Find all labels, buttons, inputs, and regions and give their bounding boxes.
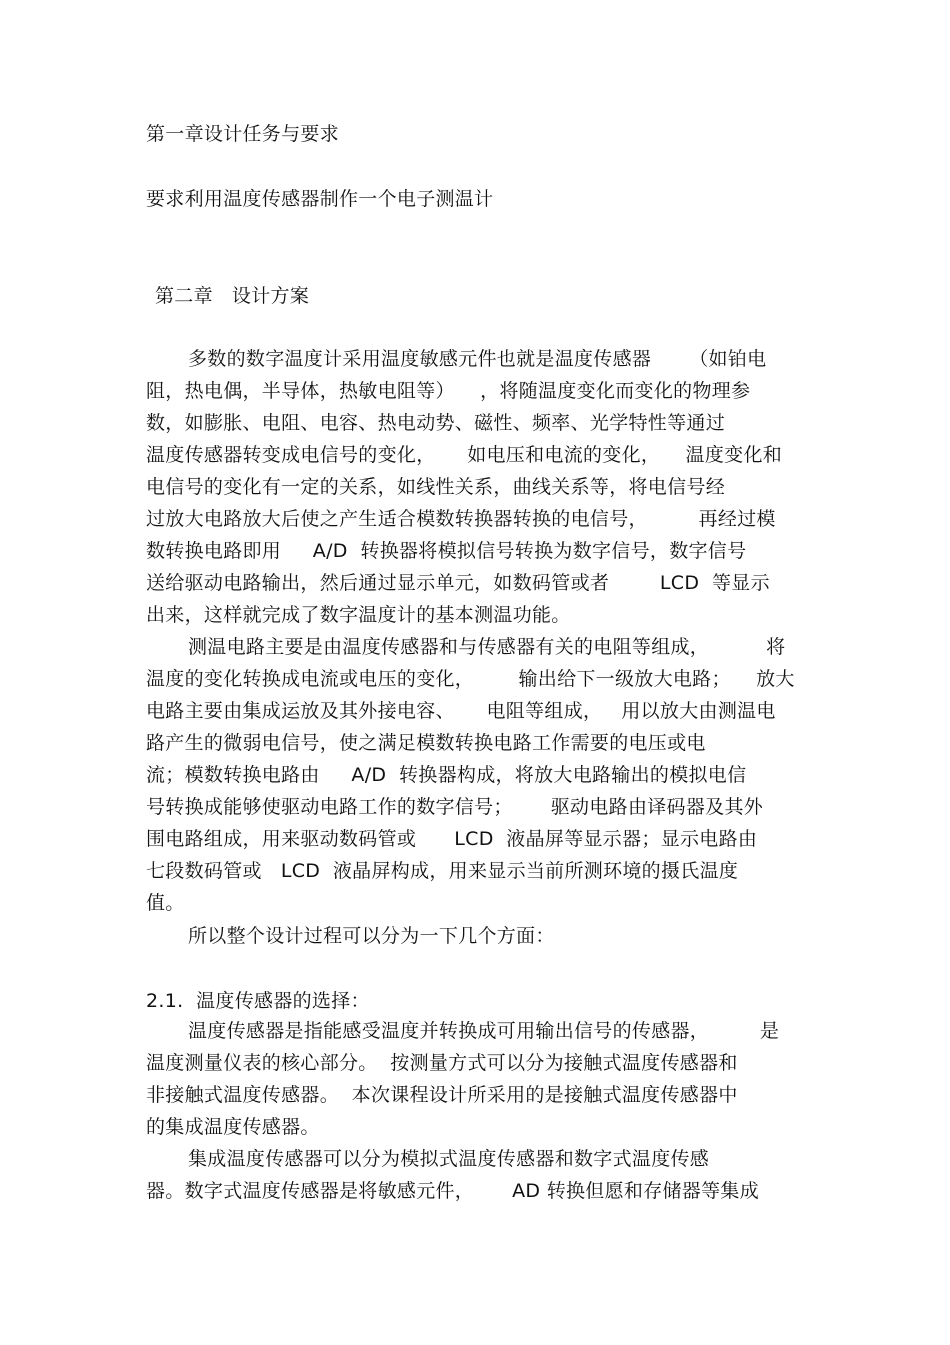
chapter2-heading: 第二章 设计方案 — [155, 285, 310, 307]
p2-line3: 电路主要由集成运放及其外接电容、 电阻等组成， 用以放大由测温电 — [146, 700, 776, 722]
p2-line2: 温度的变化转换成电流或电压的变化， 输出给下一级放大电路； 放大 — [146, 668, 795, 690]
p2-line4: 路产生的微弱电信号，使之满足模数转换电路工作需要的电压或电 — [146, 732, 706, 754]
p1-line7: 数转换电路即用 A/D 转换器将模拟信号转换为数字信号，数字信号 — [146, 540, 747, 562]
p1-line5: 电信号的变化有一定的关系，如线性关系，曲线关系等，将电信号经 — [146, 476, 726, 498]
p1-line9: 出来，这样就完成了数字温度计的基本测温功能。 — [146, 604, 571, 626]
s21-p1-line1: 温度传感器是指能感受温度并转换成可用输出信号的传感器， 是 — [188, 1020, 780, 1042]
s21-p2-line2: 器。数字式温度传感器是将敏感元件， AD 转换但愿和存储器等集成 — [146, 1180, 760, 1202]
p3-line1: 所以整个设计过程可以分为一下几个方面： — [188, 925, 555, 947]
p1-line2: 阻，热电偶，半导体，热敏电阻等） ，将随温度变化而变化的物理参 — [146, 380, 751, 402]
p1-line8: 送给驱动电路输出，然后通过显示单元，如数码管或者 LCD 等显示 — [146, 572, 770, 594]
p2-line5: 流；模数转换电路由 A/D 转换器构成，将放大电路输出的模拟电信 — [146, 764, 747, 786]
chapter1-heading: 第一章设计任务与要求 — [146, 123, 340, 145]
s21-p2-line1: 集成温度传感器可以分为模拟式温度传感器和数字式温度传感 — [188, 1148, 710, 1170]
s21-p1-line3: 非接触式温度传感器。 本次课程设计所采用的是接触式温度传感器中 — [146, 1084, 738, 1106]
p2-line1: 测温电路主要是由温度传感器和与传感器有关的电阻等组成， 将 — [188, 636, 786, 658]
p2-line8: 七段数码管或 LCD 液晶屏构成，用来显示当前所测环境的摄氏温度 — [146, 860, 739, 882]
p2-line6: 号转换成能够使驱动电路工作的数字信号； 驱动电路由译码器及其外 — [146, 796, 764, 818]
p1-line1: 多数的数字温度计采用温度敏感元件也就是温度传感器 （如铂电 — [188, 348, 767, 370]
s21-p1-line2: 温度测量仪表的核心部分。 按测量方式可以分为接触式温度传感器和 — [146, 1052, 738, 1074]
section-2-1-heading: 2.1. 温度传感器的选择： — [146, 990, 370, 1012]
s21-p1-line4: 的集成温度传感器。 — [146, 1116, 320, 1138]
chapter1-requirement: 要求利用温度传感器制作一个电子测温计 — [146, 188, 494, 210]
p1-line6: 过放大电路放大后使之产生适合模数转换器转换的电信号， 再经过模 — [146, 508, 776, 530]
p1-line4: 温度传感器转变成电信号的变化， 如电压和电流的变化， 温度变化和 — [146, 444, 783, 466]
p2-line9: 值。 — [146, 892, 185, 914]
p1-line3: 数，如膨胀、电阻、电容、热电动势、磁性、频率、光学特性等通过 — [146, 412, 726, 434]
p2-line7: 围电路组成，用来驱动数码管或 LCD 液晶屏等显示器；显示电路由 — [146, 828, 758, 850]
